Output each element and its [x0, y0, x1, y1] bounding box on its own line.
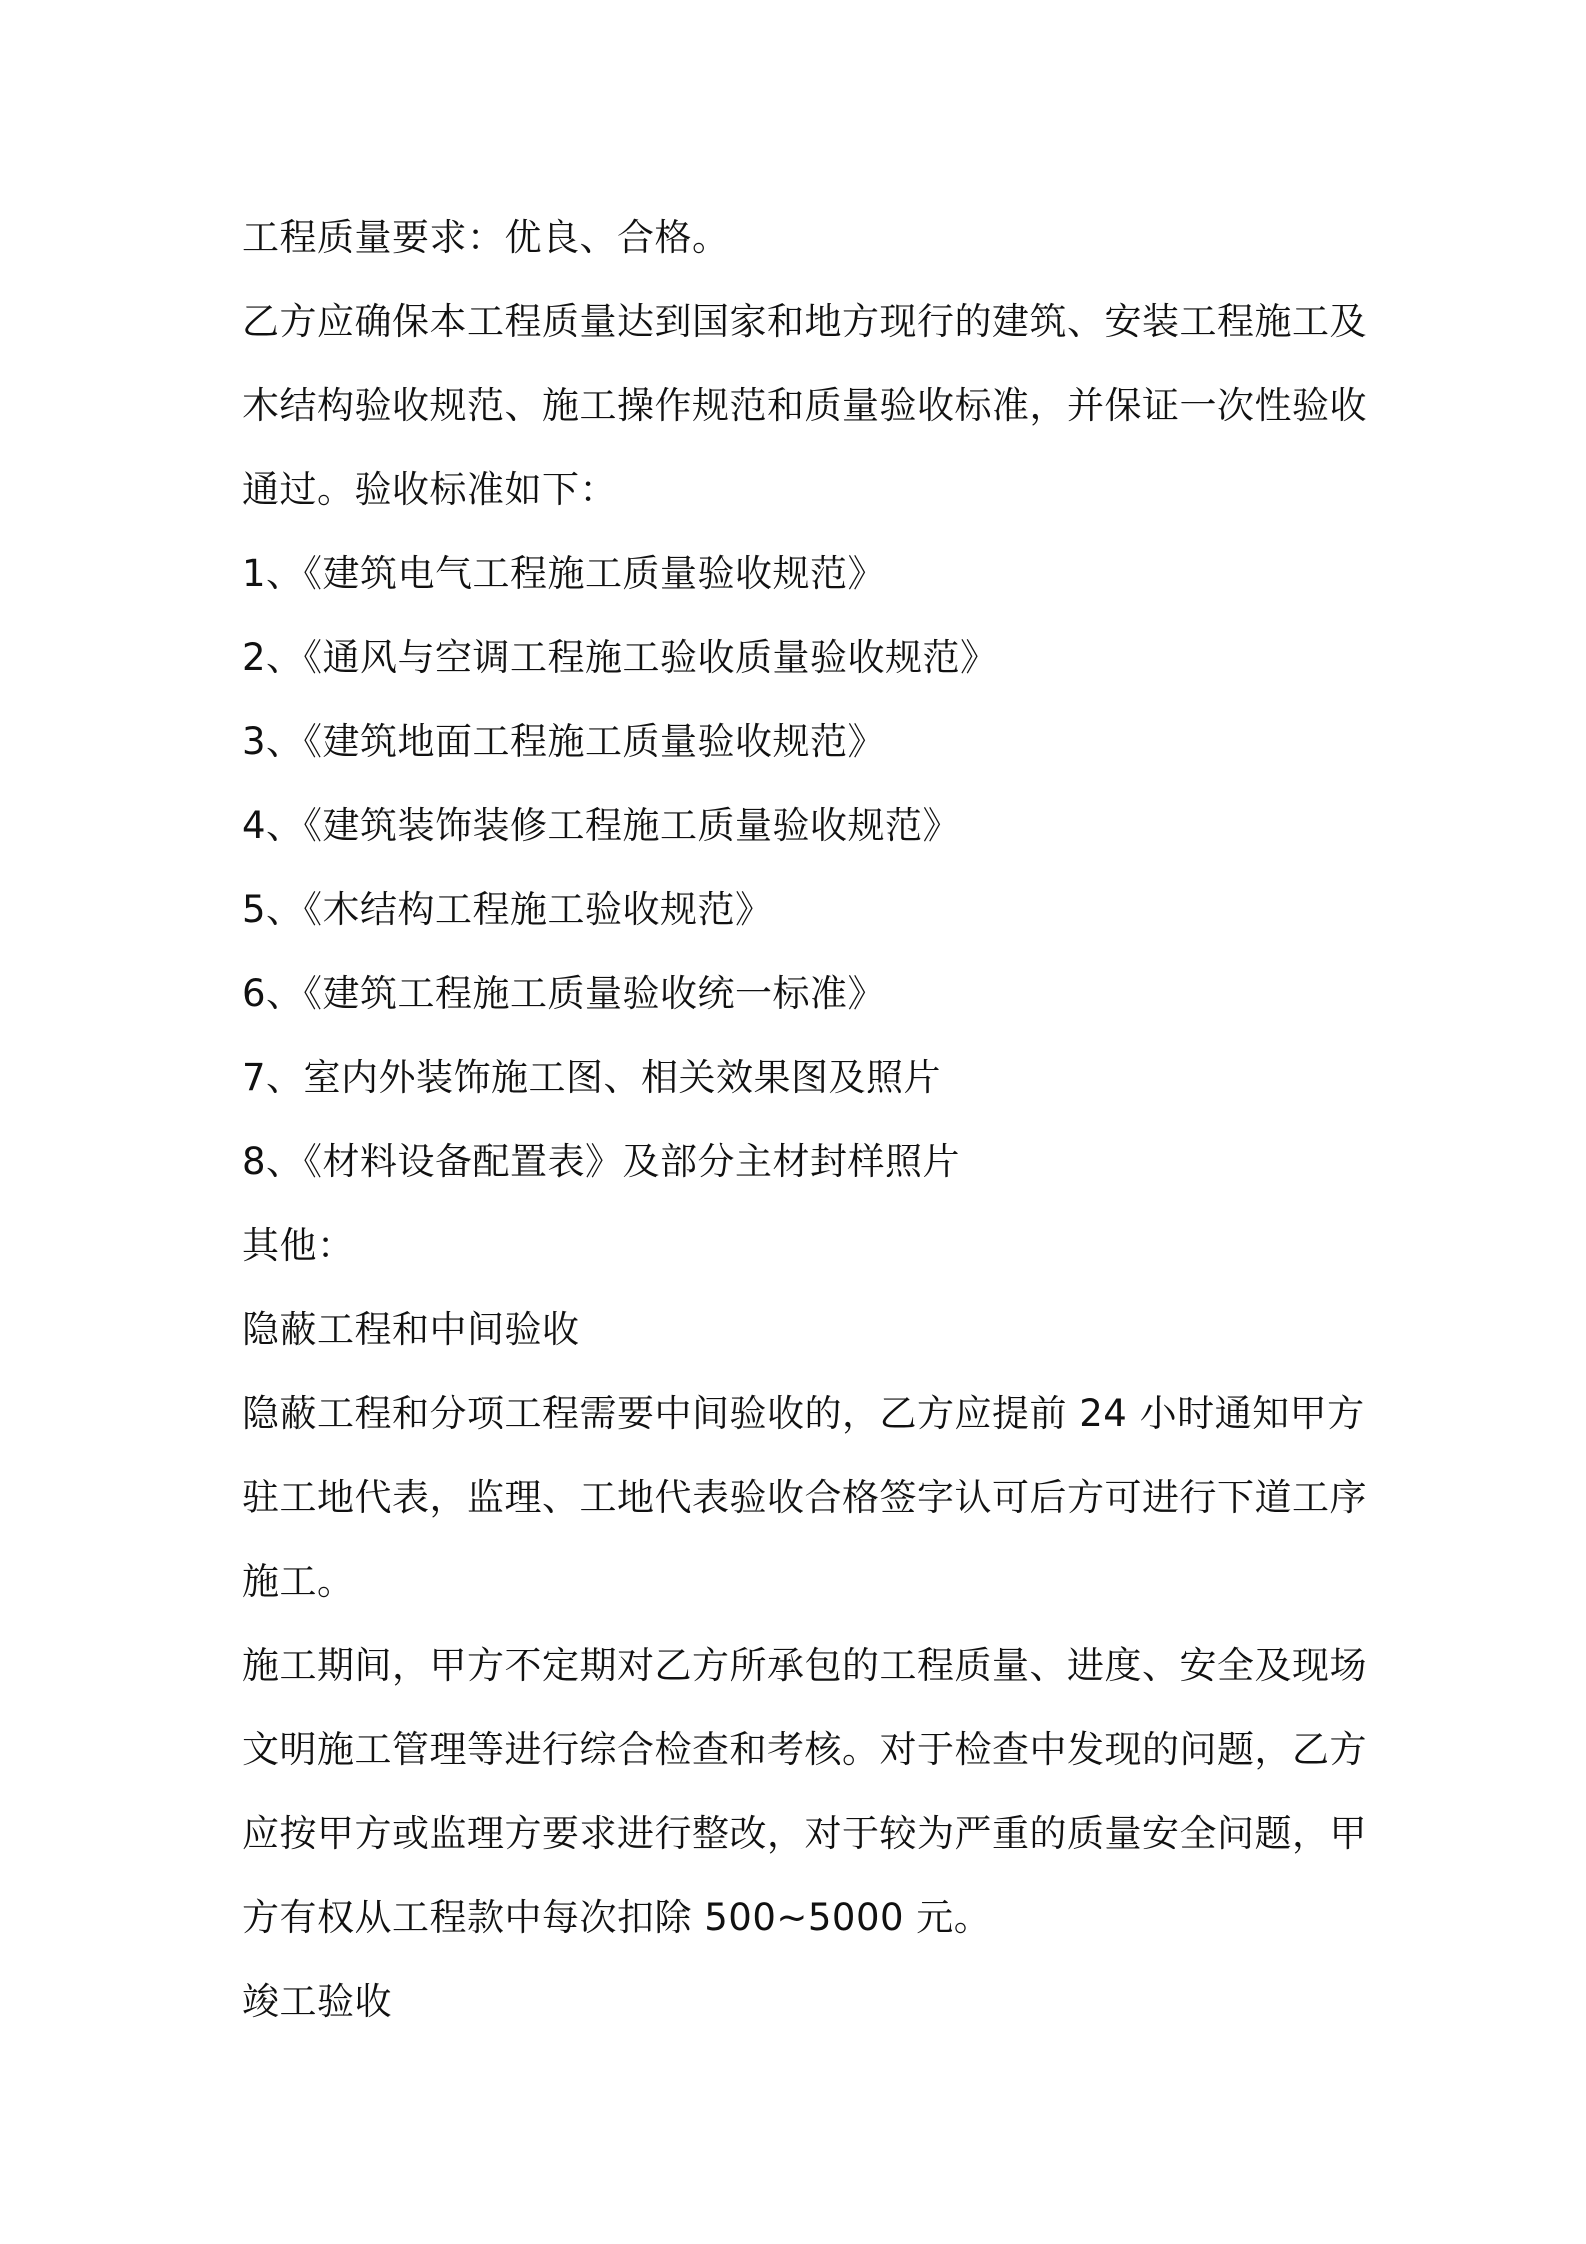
list-item: 2、《通风与空调工程施工验收质量验收规范》	[242, 636, 998, 679]
list-item: 5、《木结构工程施工验收规范》	[242, 888, 773, 931]
list-item: 4、《建筑装饰装修工程施工质量验收规范》	[242, 804, 961, 847]
paragraph-line: 施工。	[242, 1560, 355, 1603]
section-heading: 隐蔽工程和中间验收	[242, 1308, 580, 1351]
paragraph-line: 驻工地代表，监理、工地代表验收合格签字认可后方可进行下道工序	[242, 1476, 1367, 1519]
list-item: 8、《材料设备配置表》及部分主材封样照片	[242, 1140, 961, 1183]
section-heading: 竣工验收	[242, 1980, 392, 2023]
list-item: 6、《建筑工程施工质量验收统一标准》	[242, 972, 886, 1015]
list-item: 3、《建筑地面工程施工质量验收规范》	[242, 720, 886, 763]
paragraph-line: 乙方应确保本工程质量达到国家和地方现行的建筑、安装工程施工及	[242, 300, 1367, 343]
document-body	[242, 196, 1367, 2044]
section-heading: 其他：	[242, 1224, 355, 1267]
quality-requirement-line: 工程质量要求：优良、合格。	[242, 216, 730, 259]
paragraph-line: 隐蔽工程和分项工程需要中间验收的，乙方应提前 24 小时通知甲方	[242, 1392, 1365, 1435]
paragraph-line: 应按甲方或监理方要求进行整改，对于较为严重的质量安全问题，甲	[242, 1812, 1367, 1855]
list-item: 7、室内外装饰施工图、相关效果图及照片	[242, 1056, 942, 1099]
paragraph-line: 施工期间，甲方不定期对乙方所承包的工程质量、进度、安全及现场	[242, 1644, 1367, 1687]
paragraph-line: 木结构验收规范、施工操作规范和质量验收标准，并保证一次性验收	[242, 384, 1367, 427]
paragraph-line: 文明施工管理等进行综合检查和考核。对于检查中发现的问题，乙方	[242, 1728, 1367, 1771]
paragraph-line: 方有权从工程款中每次扣除 500~5000 元。	[242, 1896, 992, 1939]
paragraph-line: 通过。验收标准如下：	[242, 468, 617, 511]
list-item: 1、《建筑电气工程施工质量验收规范》	[242, 552, 886, 595]
